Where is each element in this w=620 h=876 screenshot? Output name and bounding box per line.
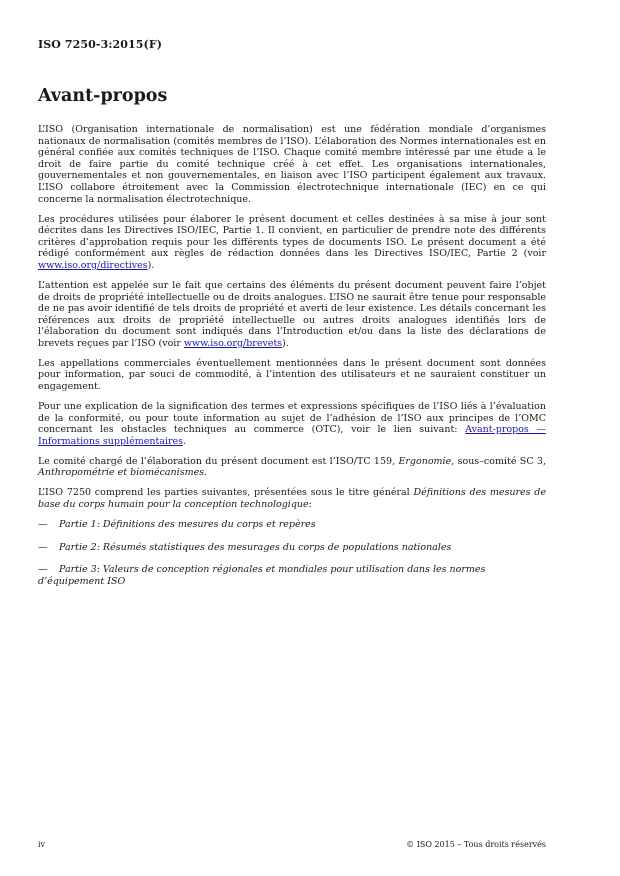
list-item [38, 542, 546, 554]
paragraph-text: Pour une explication de la signification des termes et expressions spécifiques de l’ISO liés à l’évaluation de la conformité, ou pour toute information au sujet de l’adhésion de l’ISO aux principes de l’OMC concernant les obstacles techniques au commerce (OTC), voir le lien suivant: [38, 401, 546, 436]
document-id: ISO 7250-3:2015(F) [38, 38, 163, 51]
paragraph-procedures [38, 214, 546, 272]
paragraph-patents [38, 280, 546, 350]
general-title: Définitions des mesures de base du corps humain pour la conception technologique [38, 487, 546, 510]
paragraph-trade-names: Les appellations commerciales éventuellement mentionnées dans le présent document sont données pour information, par souci de commodité, à l’intention des utilisateurs et ne sauraient constituer un engagement. [38, 357, 546, 393]
paragraph-end: ). [147, 259, 155, 271]
paragraph-end: . [183, 435, 187, 447]
page-title: Avant-propos [38, 86, 168, 106]
list-item [38, 564, 546, 587]
committee-name: Ergonomie [398, 455, 452, 467]
dash-bullet: — [38, 564, 48, 576]
paragraph-organisation: L’ISO (Organisation internationale de normalisation) est une fédération mondiale d’organismes nationaux de normalisation (comités membres de l’ISO). L’élaboration des Normes internationales est en général confiée aux comités techniques de l’ISO. Chaque comité membre intéressé par une étude a le droit de faire partie du comité technique créé à cet effet. Les organisations internationales, gouvernementales et non gouvernementales, en liaison avec l’ISO participent également aux travaux. L’ISO collabore étroitement avec la Commission électrotechnique internationale (IEC) en ce qui concerne la normalisation électrotechnique. [38, 124, 546, 205]
paragraph-text: Les procédures utilisées pour élaborer le présent document et celles destinées à sa mise à jour sont décrites dans les Directives ISO/IEC, Partie 1. Il convient, en particulier de prendre note des différents critères d’approbation requis pour les différents types de documents ISO. Le présent document a été rédigé conformément aux règles de rédaction données dans les Directives ISO/IEC, Partie 2 (voir [38, 213, 546, 260]
paragraph-text: L’ISO 7250 comprend les parties suivantes, présentées sous le titre général [38, 487, 414, 499]
subcommittee-name: Anthropométrie et biomécanismes [38, 467, 205, 479]
list-item [38, 519, 546, 531]
paragraph-conformity [38, 401, 546, 447]
part-label: Partie 1: Définitions des mesures du corps et repères [59, 518, 316, 530]
paragraph-text: L’attention est appelée sur le fait que certains des éléments du présent document peuvent faire l’objet de droits de propriété intellectuelle ou de droits analogues. L’ISO ne saurait être tenue pour responsable de ne pas avoir identifié de tels droits de propriété et averti de leur existence. Les détails concernant les références aux droits de propriété intellectuelle ou autres droits analogues identifiés lors de l’élaboration du document sont indiqués dans l’Introduction et/ou dans la liste des déclarations de brevets reçues par l’ISO (voir [38, 279, 546, 349]
parts-list [38, 519, 546, 587]
page-footer [38, 840, 546, 849]
paragraph-committee [38, 456, 546, 479]
part-label: Partie 3: Valeurs de conception régionales et mondiales pour utilisation dans les normes d’équipement ISO [38, 564, 486, 587]
paragraph-end: ). [282, 337, 289, 349]
part-label: Partie 2: Résumés statistiques des mesurages du corps de populations nationales [59, 541, 452, 553]
paragraph-text: , sous–comité SC 3, [451, 455, 546, 467]
copyright: © ISO 2015 – Tous droits réservés [406, 840, 546, 849]
foreword-body [38, 124, 546, 598]
dash-bullet: — [38, 541, 48, 553]
supplementary-info-link[interactable]: Avant-propos — Informations supplémentaires [38, 424, 546, 447]
dash-bullet: — [38, 518, 48, 530]
patents-link[interactable]: www.iso.org/brevets [183, 337, 283, 349]
directives-link[interactable]: www.iso.org/directives [38, 259, 148, 271]
paragraph-end: : [308, 498, 312, 510]
paragraph-end: . [204, 467, 208, 479]
paragraph-parts-intro [38, 487, 546, 510]
paragraph-text: Le comité chargé de l’élaboration du présent document est l’ISO/TC 159, [38, 455, 399, 467]
page-number: iv [38, 840, 46, 849]
